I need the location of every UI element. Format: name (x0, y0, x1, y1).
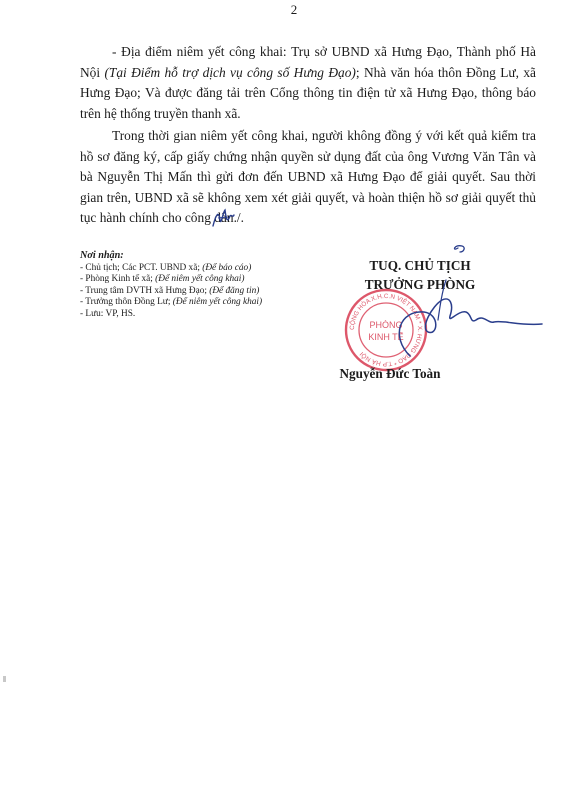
recipient-item: - Trưởng thôn Đồng Lư; (Để niêm yết công khai) (80, 297, 263, 308)
handwritten-initial-icon (210, 206, 236, 230)
page-number: 2 (290, 2, 298, 17)
recipient-item: - Lưu: VP, HS. (80, 308, 136, 319)
scan-artifact (3, 676, 6, 682)
posting-text-a: - Địa điểm niêm yết công khai: Trụ sở UBND xã Hưng Đạo, Thành phố Hà Nội (80, 44, 536, 80)
objection-text: Trong thời gian niêm yết công khai, người không đồng ý với kết quả kiểm tra hồ sơ đăng ký, cấp giấy chứng nhận quyền sử dụng đất của ông Vương Văn Tân và bà Nguyễn Thị Mấn thì gửi đơn đến UBND xã Hưng Đạo để giải quyết. Sau thời gian trên, UBND xã sẽ không xem xét giải quyết, và hoàn thiện hồ sơ giải quyết thủ tục hành chính cho công dân./. (80, 128, 536, 225)
recipient-item: - Chủ tịch; Các PCT. UBND xã; (Để báo cáo) (80, 262, 252, 273)
recipient-item: - Phòng Kinh tế xã; (Để niêm yết công khai) (80, 274, 245, 285)
paragraph-posting-locations (80, 42, 536, 124)
recipients-heading: Nơi nhận: (80, 250, 124, 261)
signature-title: TRƯỞNG PHÒNG (364, 277, 476, 292)
recipients-block (80, 250, 350, 321)
seal-center-line2: KINH TẾ (368, 332, 404, 342)
signature-authority: TUQ. CHỦ TỊCH (369, 258, 471, 273)
posting-text-italic: (Tại Điểm hỗ trợ dịch vụ công số Hưng Đạo) (104, 64, 356, 80)
posting-text-c: ; Nhà văn hóa thôn Đồng Lư, xã Hưng Đạo; Và được đăng tải trên Cổng thông tin điện tử xã Hưng Đạo, thông báo trên hệ thống truyền thanh xã. (80, 64, 536, 121)
seal-center-line1: PHÒNG (369, 320, 403, 330)
handwritten-signature-icon (380, 240, 550, 370)
recipient-item: - Trung tâm DVTH xã Hưng Đạo; (Để đăng tin) (80, 285, 260, 296)
signer-name: Nguyễn Đức Toàn (339, 366, 441, 381)
paragraph-objection-notice (80, 126, 536, 229)
seal-ring-text: CỘNG HÒA X.H.C.N VIỆT NAM * X. HƯNG ĐẠO * T.P HÀ NỘI (348, 292, 424, 368)
